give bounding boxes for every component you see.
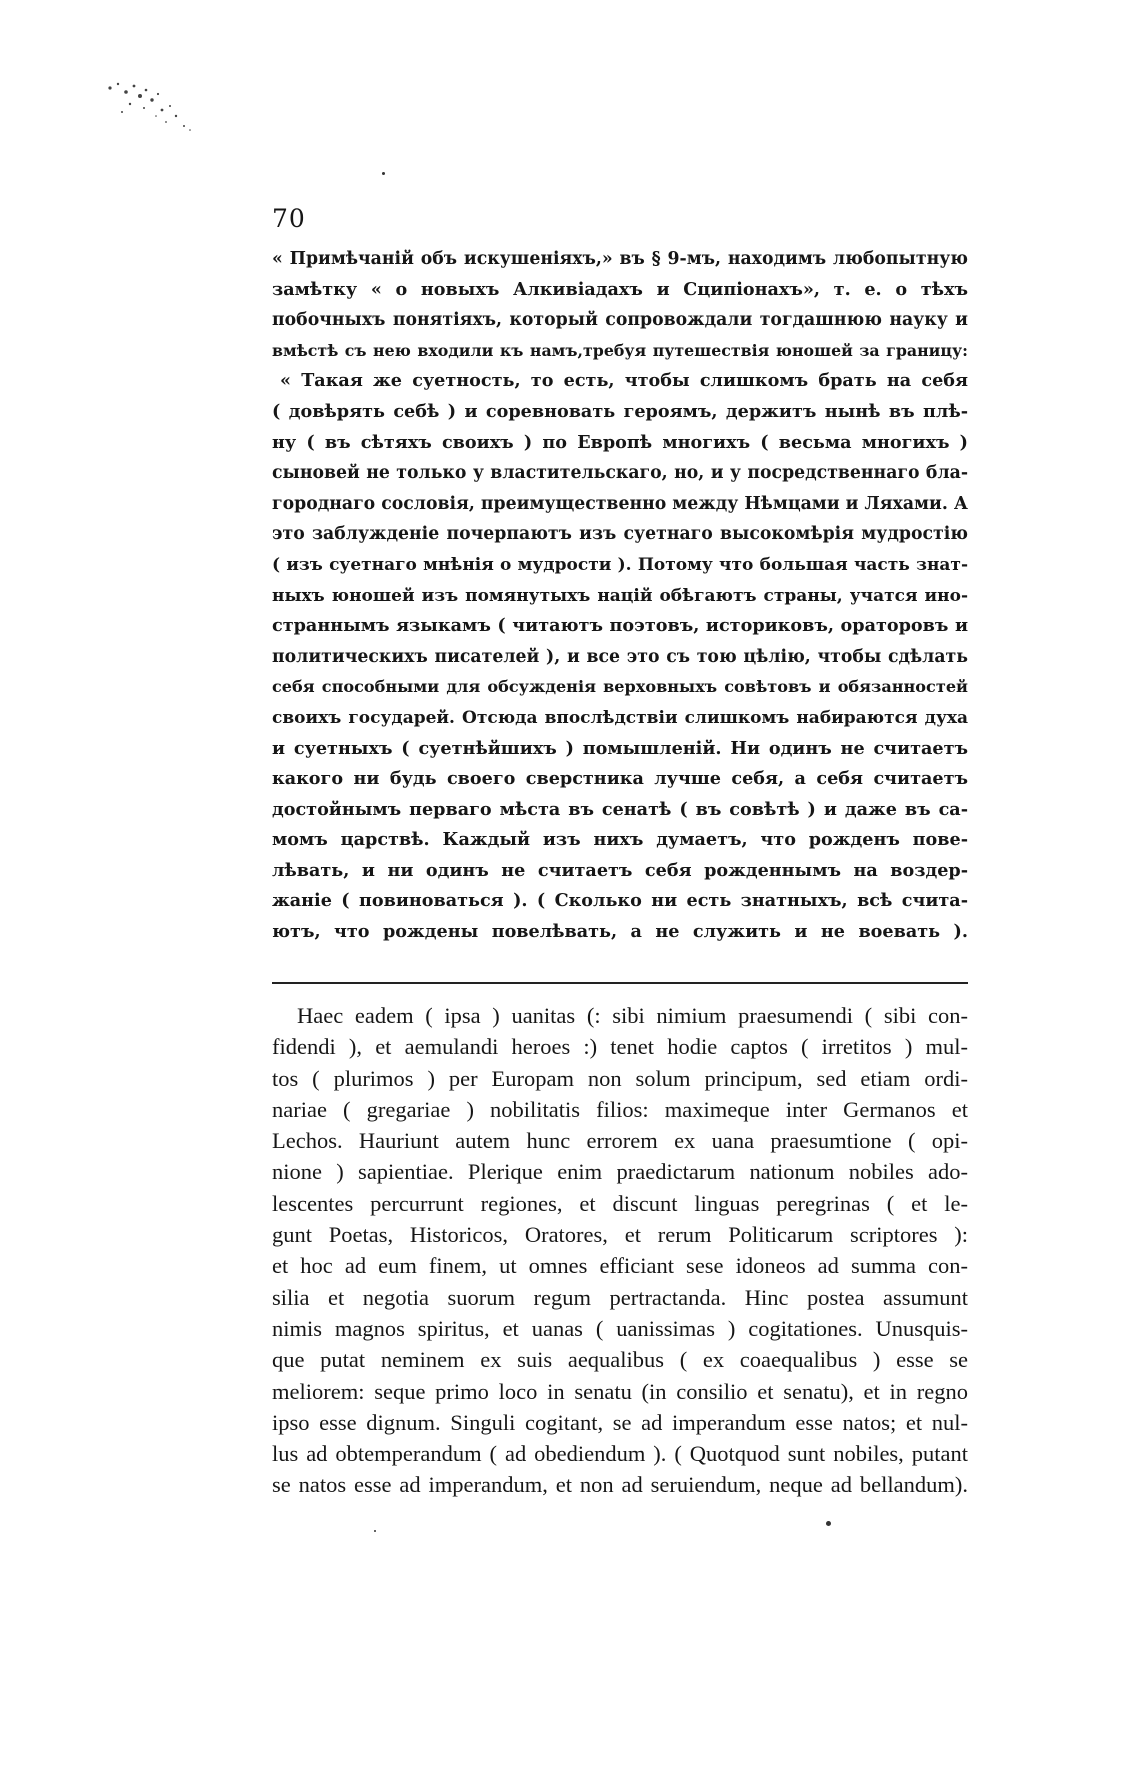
russian-line: достойнымъ перваго мѣста въ сенатѣ ( въ совѣтѣ ) и даже въ са- (272, 798, 968, 820)
russian-line: себя способными для обсужденія верховныхъ совѣтовъ и обязанностей (272, 677, 968, 697)
russian-line: замѣтку « о новыхъ Алкивіадахъ и Сципіонахъ», т. е. о тѣхъ (272, 278, 968, 300)
latin-line: que putat neminem ex suis aequalibus ( ex coaequalibus ) esse se (272, 1347, 968, 1373)
russian-line: лѣвать, и ни одинъ не считаетъ себя рожденнымъ на воздер- (272, 859, 968, 881)
latin-footnote (272, 1000, 968, 1501)
latin-line: meliorem: seque primo loco in senatu (in consilio et senatu), et in regno (272, 1378, 968, 1404)
latin-line: ipso esse dignum. Singuli cogitant, se ad imperandum esse natos; et nul- (272, 1409, 968, 1435)
speck-dot (382, 172, 385, 175)
latin-line: nione ) sapientiae. Plerique enim praedictarum nationum nobiles ado- (272, 1159, 968, 1185)
russian-line: « Примѣчаній объ искушеніяхъ,» въ § 9-мъ, находимъ любопытную (272, 249, 968, 269)
speck-dot (826, 1521, 831, 1526)
russian-line: политическихъ писателей ), и все это съ тою цѣлію, чтобы сдѣлать (272, 646, 968, 667)
russian-line: ( изъ суетнаго мнѣнія о мудрости ). Потому что большая часть знат- (272, 554, 968, 575)
latin-line: tos ( plurimos ) per Europam non solum principum, sed etiam ordi- (272, 1065, 968, 1091)
russian-line: ну ( въ сѣтяхъ своихъ ) по Европѣ многихъ ( весьма многихъ ) (272, 431, 968, 453)
russian-line: вмѣстѣ съ нею входили къ намъ,требуя путешествія юношей за границу: (272, 340, 968, 360)
latin-line: silia et negotia suorum regum pertractanda. Hinc postea assumunt (272, 1284, 968, 1310)
russian-line: ныхъ юношей изъ помянутыхъ націй обѣгаютъ страны, учатся ино- (272, 585, 968, 606)
latin-line: lus ad obtemperandum ( ad obediendum ). ( Quotquod sunt nobiles, putant (272, 1441, 968, 1467)
russian-line: страннымъ языкамъ ( читаютъ поэтовъ, историковъ, ораторовъ и (272, 615, 968, 637)
russian-line: это заблужденіе почерпаютъ изъ суетнаго высокомѣрія мудростію (272, 524, 968, 545)
russian-line: своихъ государей. Отсюда впослѣдствіи слишкомъ набираются духа (272, 707, 968, 728)
russian-line: ( довѣрять себѣ ) и соревновать героямъ, держитъ нынѣ въ плѣ- (272, 400, 968, 422)
latin-line: nariae ( gregariae ) nobilitatis filios: maximeque inter Germanos et (272, 1096, 968, 1122)
russian-line: и суетныхъ ( суетнѣйшихъ ) помышленій. Ни одинъ не считаетъ (272, 737, 968, 759)
latin-line: gunt Poetas, Historicos, Oratores, et rerum Politicarum scriptores ): (272, 1222, 968, 1248)
russian-line: какого ни будь своего сверстника лучше себя, а себя считаетъ (272, 768, 968, 790)
russian-line: « Такая же суетность, то есть, чтобы слишкомъ брать на себя (280, 370, 968, 392)
russian-paragraph (272, 244, 968, 948)
latin-line: lescentes percurrunt regiones, et discunt linguas peregrinas ( et le- (272, 1190, 968, 1216)
russian-line: побочныхъ понятіяхъ, который сопровождали тогдашнюю науку и (272, 310, 968, 331)
speck-dot (374, 1530, 376, 1532)
footnote-divider (272, 982, 968, 984)
latin-line: Haec eadem ( ipsa ) uanitas (: sibi nimium praesumendi ( sibi con- (297, 1003, 968, 1028)
latin-line: et hoc ad eum finem, ut omnes efficiant sese idoneos ad summa con- (272, 1253, 968, 1279)
page-number: 70 (272, 204, 306, 233)
russian-line: ютъ, что рождены повелѣвать, а не служить и не воевать ). (272, 921, 968, 943)
russian-line: городнаго сословія, преимущественно между Нѣмцами и Ляхами. А (272, 493, 968, 514)
latin-line: fidendi ), et aemulandi heroes :) tenet hodie captos ( irretitos ) mul- (272, 1034, 968, 1060)
print-speckle-mark (100, 70, 220, 160)
latin-line: nimis magnos spiritus, et uanas ( uanissimas ) cogitationes. Unusquis- (272, 1315, 968, 1341)
latin-line: Lechos. Hauriunt autem hunc errorem ex uana praesumtione ( opi- (272, 1128, 968, 1154)
russian-line: сыновей не только у властительскаго, но, и у посредственнаго бла- (272, 463, 968, 484)
latin-line: se natos esse ad imperandum, et non ad seruiendum, neque ad bellandum). (272, 1472, 968, 1498)
russian-line: жаніе ( повиноваться ). ( Сколько ни есть знатныхъ, всѣ счита- (272, 890, 968, 912)
russian-line: момъ царствѣ. Каждый изъ нихъ думаетъ, что рожденъ пове- (272, 829, 968, 851)
